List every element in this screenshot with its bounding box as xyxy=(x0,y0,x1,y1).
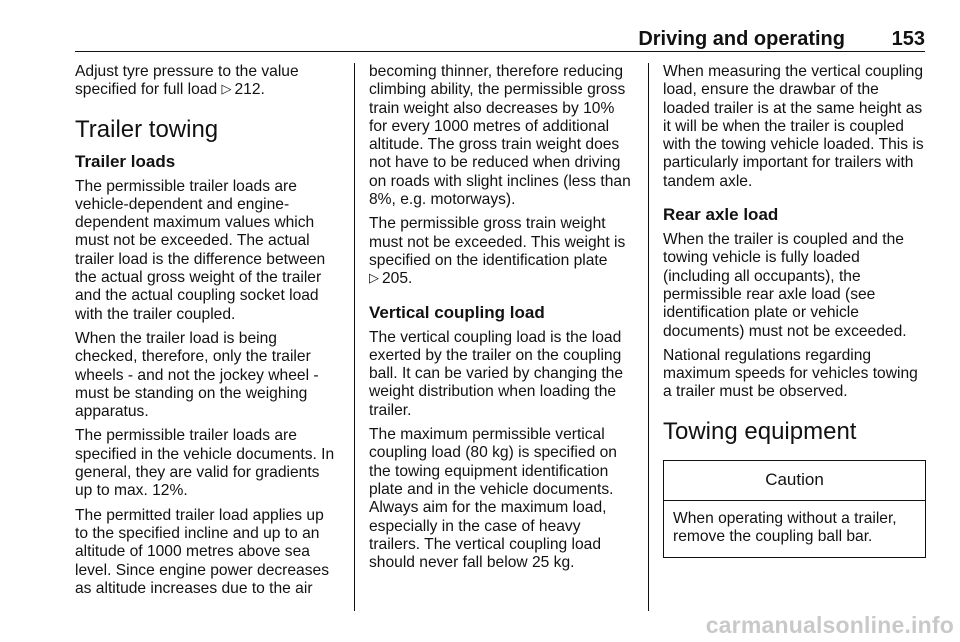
paragraph: The permissible gross train weight must not be exceeded. This weight is specified on the identification plate ▷ 205. xyxy=(369,215,626,288)
paragraph: becoming thinner, therefore reducing climbing ability, the permissible gross train weight also decreases by 10% for every 1000 metres of additional altitude. The gross train weight does not have to be reduced when driving on roads with slight inclines (less than 8%, e.g. motorways). xyxy=(369,63,631,209)
heading-vertical-coupling-load: Vertical coupling load xyxy=(369,302,545,322)
reference-arrow-icon: ▷ xyxy=(369,270,379,286)
intro-paragraph: Adjust tyre pressure to the value specified for full load ▷ 212. xyxy=(75,63,299,99)
paragraph: When measuring the vertical coupling load, ensure the drawbar of the loaded trailer is at the same height as it will be when the trailer is coupled with the towing vehicle loaded. This is particularly important for trailers with tandem axle. xyxy=(663,63,924,190)
reference-arrow-icon: ▷ xyxy=(221,81,232,97)
watermark: carmanualsonline.info xyxy=(705,612,954,638)
page-header xyxy=(75,28,925,52)
heading-rear-axle-load: Rear axle load xyxy=(663,205,779,225)
heading-trailer-loads: Trailer loads xyxy=(75,151,176,171)
paragraph: The permissible trailer loads are vehicle-dependent and engine- dependent maximum values which must not be exceeded. The actual trailer load is the difference between the actual gross weight of the trailer and the actual coupling socket load with the trailer coupled. xyxy=(75,177,326,323)
section-title: Driving and operating xyxy=(638,28,845,50)
paragraph: The maximum permissible vertical coupling load (80 kg) is specified on the towing equipment identification plate and in the vehicle documents. Always aim for the maximum load, especially in the case of heavy trailers. The vertical coupling load should never fall below 25 kg. xyxy=(369,426,617,572)
page-reference-link[interactable]: 212. xyxy=(234,81,265,99)
paragraph: National regulations regarding maximum speeds for vehicles towing a trailer must be observed. xyxy=(663,346,918,401)
column-1 xyxy=(75,63,350,604)
column-2 xyxy=(369,63,632,578)
column-divider-1 xyxy=(354,63,355,611)
heading-towing-equipment: Towing equipment xyxy=(663,417,857,445)
paragraph: When the trailer is coupled and the towing vehicle is fully loaded (including all occupants), the permissible rear axle load (see identification plate or vehicle documents) must not be exceeded. xyxy=(663,231,907,340)
heading-trailer-towing: Trailer towing xyxy=(75,115,219,143)
page-number: 153 xyxy=(891,28,925,50)
paragraph: The vertical coupling load is the load exerted by the trailer on the coupling ball. It can be varied by changing the weight distribution when loading the trailer. xyxy=(369,328,623,419)
caution-title: Caution xyxy=(664,461,925,501)
paragraph: When the trailer load is being checked, therefore, only the trailer wheels - and not the jockey wheel - must be standing on the weighing apparatus. xyxy=(75,329,319,421)
caution-box xyxy=(663,460,926,559)
paragraph: The permitted trailer load applies up to the specified incline and up to an altitude of 1000 metres above sea level. Since engine power decreases as altitude increases due to the air xyxy=(75,506,329,597)
paragraph: The permissible trailer loads are specified in the vehicle documents. In general, they are valid for gradients up to max. 12%. xyxy=(75,427,335,500)
caution-body: When operating without a trailer, remove the coupling ball bar. xyxy=(673,509,897,546)
page-reference-link[interactable]: 205. xyxy=(382,270,413,288)
column-divider-2 xyxy=(648,63,649,611)
column-3 xyxy=(663,63,926,558)
